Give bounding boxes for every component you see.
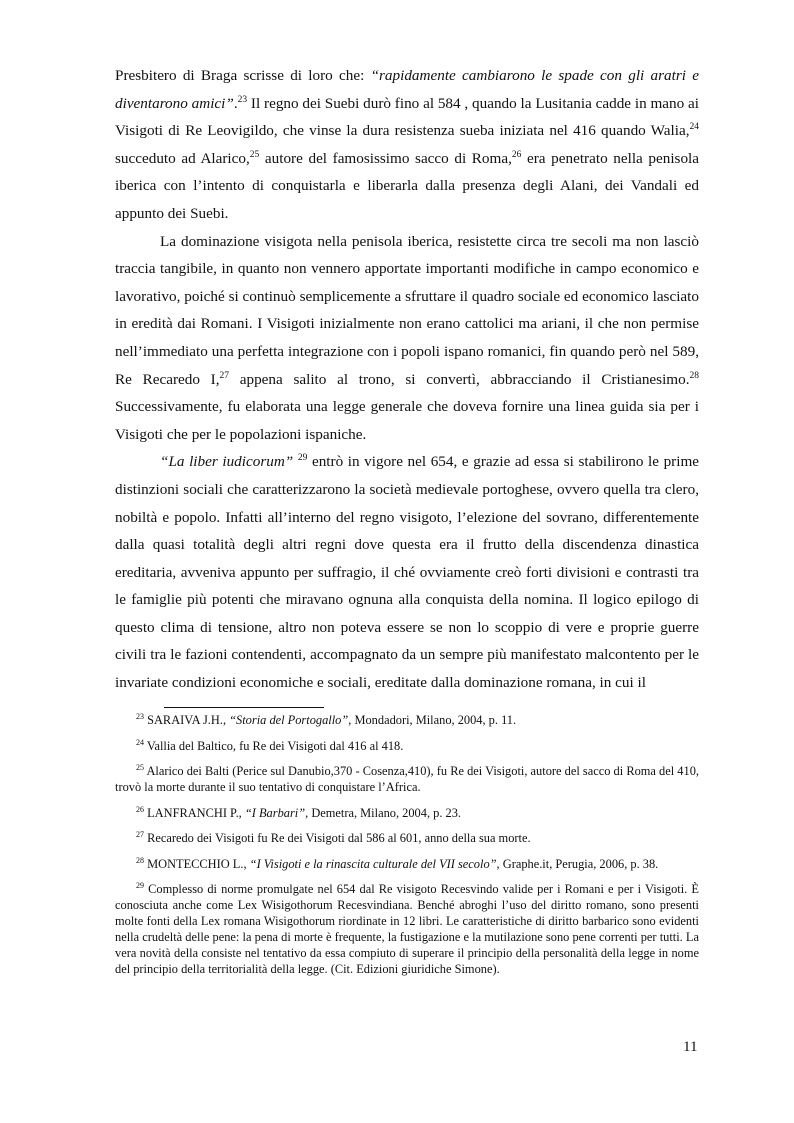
footnote-number: 24	[136, 737, 144, 747]
footnote-number: 23	[136, 711, 144, 721]
footnote-number: 25	[136, 762, 144, 772]
text: Il regno dei Suebi durò fino al 584 , quando la Lusitania cadde in mano ai Visigoti di Re Leovigildo, che vinse la dura resistenza sueba iniziata nel 416 quando Walia,	[115, 94, 699, 140]
footnote-ref-26[interactable]: 26	[511, 149, 522, 160]
text: LANFRANCHI P.,	[144, 805, 245, 820]
text: succeduto ad Alarico,	[115, 149, 250, 167]
footnote-ref-23[interactable]: 23	[237, 94, 248, 105]
text: .	[233, 94, 238, 112]
paragraph-2	[115, 228, 699, 449]
footnote-27	[115, 830, 699, 846]
text: appena salito al trono, si convertì, abbracciando il Cristianesimo.	[229, 370, 690, 388]
book-title: “I Barbari”	[244, 805, 306, 820]
page-number: 11	[683, 1038, 698, 1055]
footnote-ref-29[interactable]: 29	[297, 453, 308, 464]
footnote-28	[115, 856, 699, 872]
footnotes	[115, 712, 699, 987]
text: MONTECCHIO L.,	[144, 856, 250, 871]
text: , Graphe.it, Perugia, 2006, p. 38.	[496, 856, 659, 871]
paragraph-1	[115, 62, 699, 228]
text: entrò in vigore nel 654, e grazie ad essa si stabilirono le prime distinzioni sociali che caratterizzarono la società medievale portoghese, ovvero quella tra clero, nobiltà e popolo. Infatti all’interno del regno visigoto, l’elezione del sovrano, differentemente dalla quasi totalità degli altri regni dove questa era il frutto della discendenza dinastica ereditaria, avveniva appunto per suffragio, il ché ovviamente creò forti divisioni e contrasti tra le famiglie più potenti che miravano ognuna alla conquista della nomina. Il logico epilogo di questo clima di tensione, altro non poteva essere se non lo scoppio di vere e proprie guerre civili tra le fazioni contendenti, accompagnato da un sempre più manifestato malcontento per le invariate condizioni economiche e sociali, ereditate dalla dominazione romana, in cui il	[115, 453, 700, 692]
text: Recaredo dei Visigoti fu Re dei Visigoti dal 586 al 601, anno della sua morte.	[144, 831, 531, 845]
footnote-26	[115, 805, 699, 821]
text: era penetrato nella penisola iberica con l’intento di conquistarla e liberarla dalla presenza degli Alani, dei Vandali ed appunto dei Suebi.	[115, 149, 700, 222]
quotation: “rapidamente cambiarono le spade con gli aratri e diventarono amici”	[115, 67, 699, 112]
footnote-23	[115, 712, 699, 728]
footnote-number: 26	[136, 804, 144, 814]
footnote-ref-28[interactable]: 28	[689, 370, 699, 381]
footnote-ref-25[interactable]: 25	[249, 149, 260, 160]
main-text	[115, 62, 699, 697]
text: Alarico dei Balti (Perice sul Danubio,370 - Cosenza,410), fu Re dei Visigoti, autore del sacco di Roma del 410, trovò la morte durante il suo tentativo di conquistare l’Africa.	[115, 764, 699, 794]
footnote-number: 29	[136, 880, 144, 890]
quotation: “La liber iudicorum”	[160, 453, 294, 471]
footnote-separator	[164, 707, 324, 708]
footnote-25	[115, 763, 699, 795]
text: Complesso di norme promulgate nel 654 dal Re visigoto Recesvindo valide per i Romani e per i Visigoti. È conosciuta anche come Lex Wisigothorum Recesvindiana. Benché abroghi l’uso del diritto romano, sono presenti molte fonti della Lex romana Wisigothorum riordinate in 12 libri. Le caratteristiche di diritto barbarico sono evidenti nella crudeltà delle pene: la pena di morte è frequente, la fustigazione e la mutilazione sono pene correnti per tutti. La vera novità della consiste nel tentativo da essa compiuto di superare il principio della personalità della legge in nome del principio della territorialità della legge. (Cit. Edizioni giuridiche Simone).	[115, 882, 699, 976]
text: Vallia del Baltico, fu Re dei Visigoti dal 416 al 418.	[144, 738, 404, 753]
book-title: “Storia del Portogallo”	[229, 713, 349, 727]
footnote-ref-27[interactable]: 27	[219, 370, 230, 381]
footnote-ref-24[interactable]: 24	[689, 122, 699, 133]
paragraph-3	[115, 448, 699, 696]
footnote-29	[115, 881, 699, 977]
text: , Demetra, Milano, 2004, p. 23.	[305, 805, 462, 820]
text: Successivamente, fu elaborata una legge generale che doveva fornire una linea guida sia per i Visigoti che per le popolazioni ispaniche.	[115, 398, 699, 443]
footnote-number: 27	[136, 829, 144, 839]
text: , Mondadori, Milano, 2004, p. 11.	[348, 713, 517, 727]
footnote-24	[115, 738, 699, 754]
text: Presbitero di Braga scrisse di loro che:	[115, 67, 371, 84]
text: La dominazione visigota nella penisola iberica, resistette circa tre secoli ma non lasciò traccia tangibile, in quanto non vennero apportate importanti modifiche in campo economico e lavorativo, poiché si continuò semplicemente a sfruttare il quadro sociale ed economico lasciato in eredità dai Romani. I Visigoti inizialmente non erano cattolici ma ariani, il che non permise nell’immediato una perfetta integrazione con i popoli ispano romanici, fin quando però nel 589, Re Recaredo I,	[115, 232, 699, 388]
footnote-number: 28	[136, 855, 144, 865]
book-title: “I Visigoti e la rinascita culturale del VII secolo”	[249, 856, 497, 871]
text: autore del famosissimo sacco di Roma,	[259, 149, 512, 167]
text: SARAIVA J.H.,	[144, 713, 230, 727]
